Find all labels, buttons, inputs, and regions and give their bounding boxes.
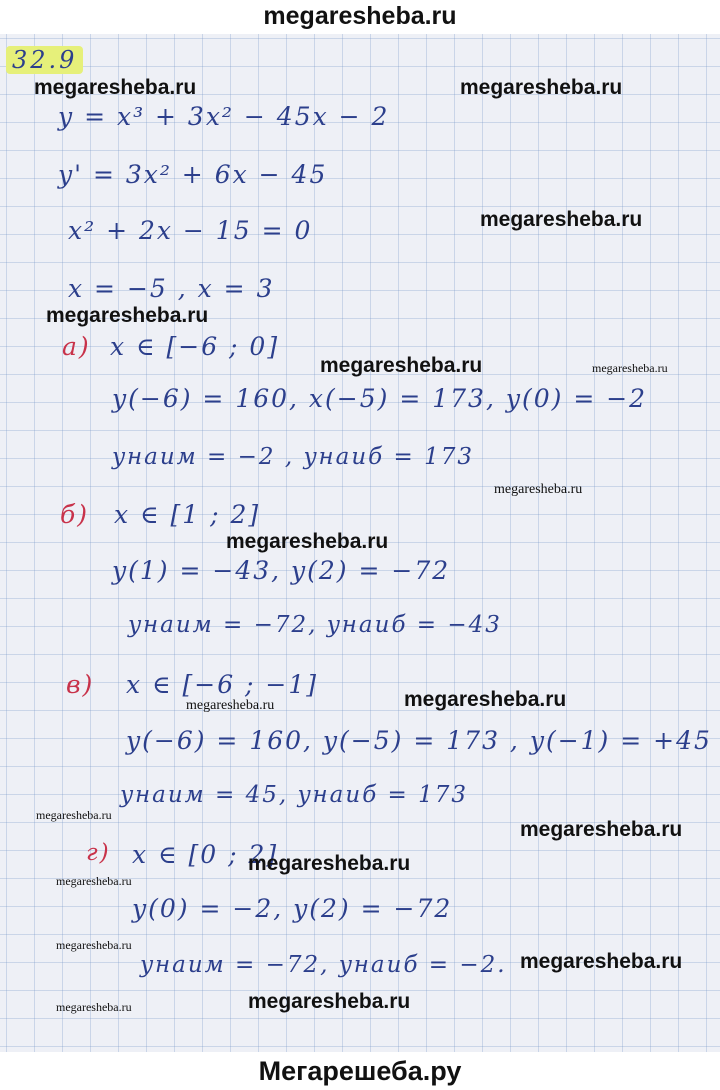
watermark: megaresheba.ru	[404, 688, 567, 711]
solution-sheet	[0, 34, 720, 1052]
watermark: megaresheba.ru	[520, 950, 683, 973]
part-d-label: г)	[86, 840, 111, 866]
watermark: megaresheba.ru	[56, 938, 132, 952]
derivative-line: y' = 3x² + 6x − 45	[58, 160, 328, 189]
watermark: megaresheba.ru	[248, 852, 411, 875]
part-b-interval: x ∈ [1 ; 2]	[114, 500, 261, 529]
watermark: megaresheba.ru	[56, 1000, 132, 1014]
part-b-label: б)	[60, 500, 90, 529]
watermark: megaresheba.ru	[226, 530, 389, 553]
watermark: megaresheba.ru	[186, 698, 275, 713]
part-a-interval: x ∈ [−6 ; 0]	[110, 332, 280, 361]
part-c-values: y(−6) = 160, y(−5) = 173 , y(−1) = +45	[126, 726, 712, 755]
part-c-interval: x ∈ [−6 ; −1]	[126, 670, 319, 699]
watermark: megaresheba.ru	[320, 354, 483, 377]
part-a-label: а)	[62, 332, 91, 361]
part-a-values: y(−6) = 160, x(−5) = 173, y(0) = −2	[112, 384, 648, 413]
equation-line: x² + 2x − 15 = 0	[68, 216, 313, 245]
watermark: megaresheba.ru	[56, 874, 132, 888]
part-c-result: yнаим = 45, yнаиб = 173	[120, 782, 469, 808]
watermark: megaresheba.ru	[480, 208, 643, 231]
site-footer: Мегарешеба.ру	[258, 1056, 462, 1086]
watermark: megaresheba.ru	[494, 482, 583, 497]
watermark: megaresheba.ru	[46, 304, 209, 327]
problem-number: 32.9	[6, 46, 83, 74]
part-d-interval: x ∈ [0 ; 2]	[132, 840, 279, 869]
part-b-values: y(1) = −43, y(2) = −72	[112, 556, 451, 585]
watermark: megaresheba.ru	[592, 361, 668, 375]
part-c-label: в)	[66, 670, 95, 699]
roots-line: x = −5 , x = 3	[68, 274, 275, 303]
watermark: megaresheba.ru	[460, 76, 623, 99]
watermark: megaresheba.ru	[248, 990, 411, 1013]
part-b-result: yнаим = −72, yнаиб = −43	[128, 612, 502, 638]
watermark: megaresheba.ru	[36, 808, 112, 822]
function-line: y = x³ + 3x² − 45x − 2	[58, 102, 390, 131]
part-d-result: yнаим = −72, yнаиб = −2.	[140, 952, 507, 978]
part-d-values: y(0) = −2, y(2) = −72	[132, 894, 453, 923]
watermark: megaresheba.ru	[520, 818, 683, 841]
part-a-result: yнаим = −2 , yнаиб = 173	[112, 444, 474, 470]
site-header: megaresheba.ru	[263, 2, 457, 30]
watermark: megaresheba.ru	[34, 76, 197, 99]
